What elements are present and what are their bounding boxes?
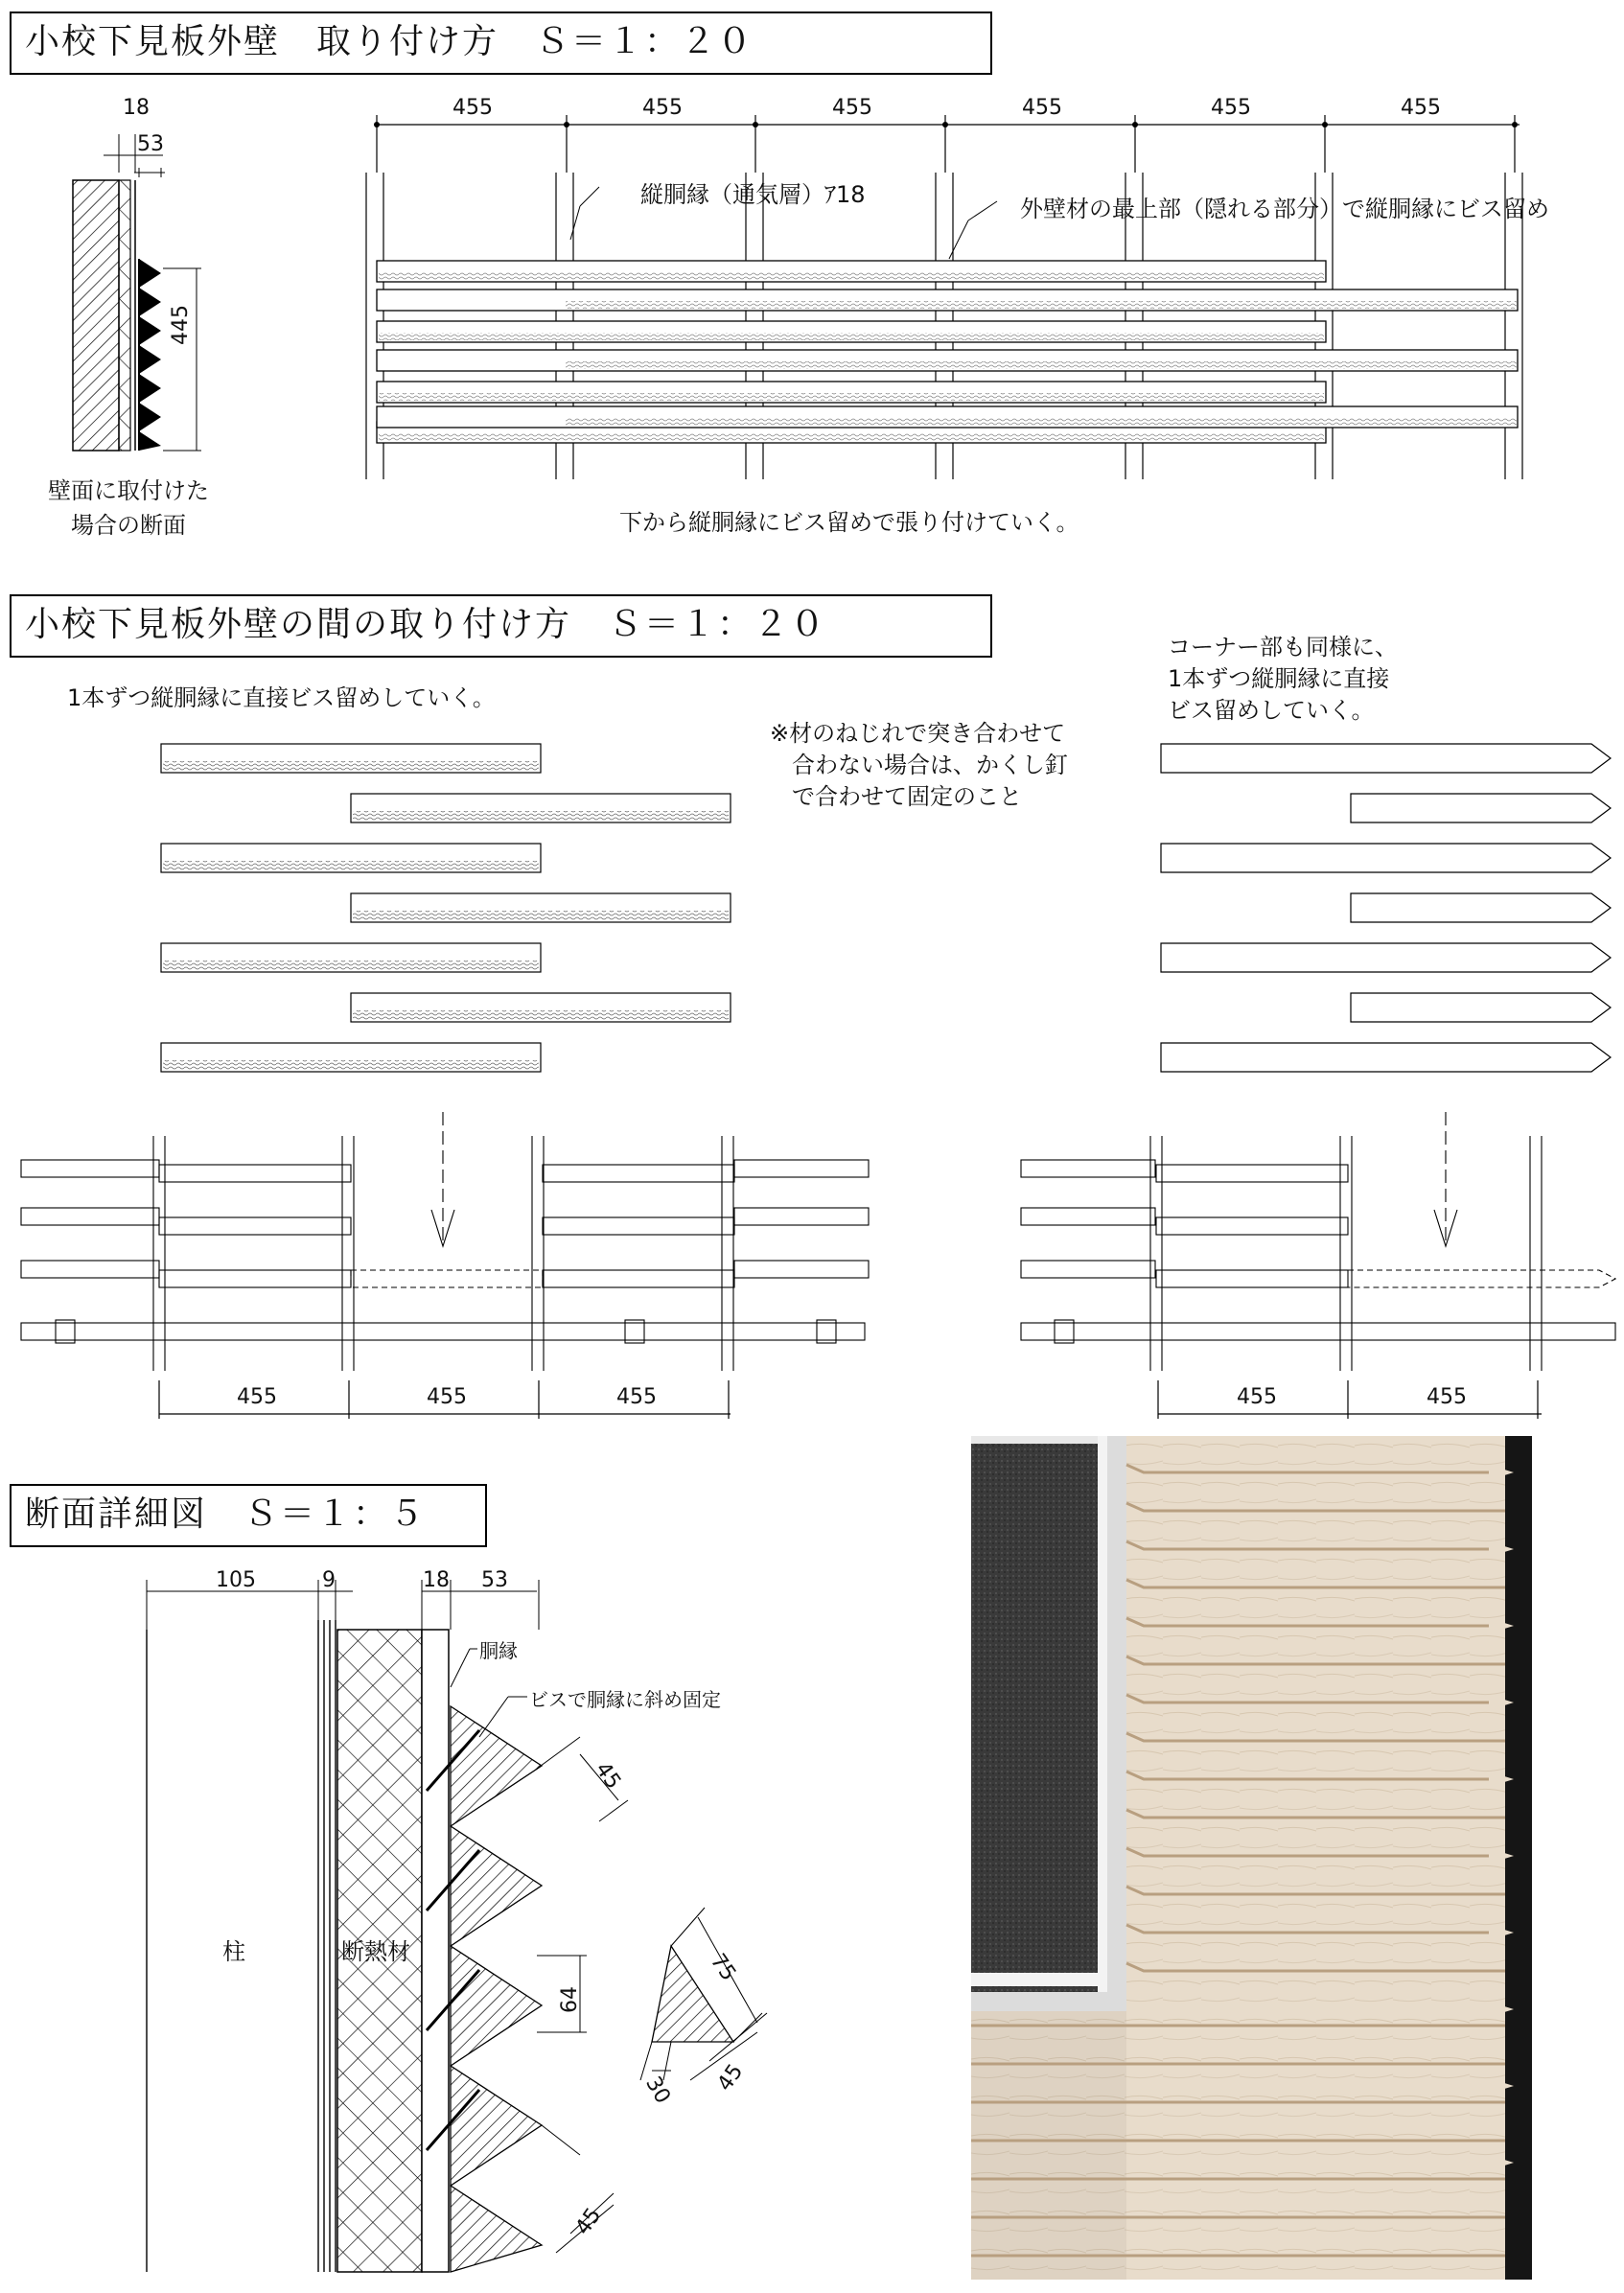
note-mid-3: で合わせて固定のこと (792, 783, 1022, 810)
dim-left-2: 455 (427, 1385, 467, 1409)
section-caption-2: 場合の断面 (71, 512, 186, 539)
dim-right-1: 455 (1237, 1385, 1277, 1409)
dim-105: 105 (216, 1568, 256, 1592)
photo-svg (971, 1436, 1532, 2280)
section2-plan-left (21, 1112, 1457, 1371)
label-furring: 縦胴縁（通気層）ｱ18 (640, 181, 866, 208)
label-insulation: 断熱材 (341, 1938, 410, 1965)
dim-64: 64 (558, 1986, 582, 2013)
detail-45: 45 (712, 2059, 749, 2096)
detail-75: 75 (705, 1949, 741, 1986)
siding-photo (971, 1436, 1532, 2280)
dim-right-2: 455 (1427, 1385, 1467, 1409)
bottom-note: 下から縦胴縁にビス留めで張り付けていく。 (619, 509, 1079, 536)
dim-445: 445 (169, 305, 193, 345)
label-top-screw: 外壁材の最上部（隠れる部分）で縦胴縁にビス留め (1020, 196, 1549, 222)
spacing-6: 455 (1401, 96, 1441, 120)
section2-dimlines (159, 1380, 1542, 1419)
dim-45-b: 45 (570, 2203, 607, 2240)
note-right-2: 1本ずつ縦胴縁に直接 (1168, 665, 1390, 692)
label-dobuchi: 胴縁 (479, 1639, 518, 1662)
section1-elevation (366, 115, 1522, 479)
section2-title: 小校下見板外壁の間の取り付け方 Ｓ＝１：２０ (10, 594, 992, 658)
dim-18: 18 (123, 96, 150, 120)
note-left: 1本ずつ縦胴縁に直接ビス留めしていく。 (67, 684, 496, 711)
note-right-1: コーナー部も同様に、 (1168, 634, 1398, 660)
dim-left-1: 455 (237, 1385, 277, 1409)
section-caption-1: 壁面に取付けた (48, 477, 209, 504)
note-right-3: ビス留めしていく。 (1168, 697, 1375, 724)
spacing-2: 455 (642, 96, 683, 120)
dim-18-b: 18 (423, 1568, 450, 1592)
section3-title: 断面詳細図 Ｓ＝１：５ (10, 1484, 487, 1547)
dim-left-3: 455 (616, 1385, 657, 1409)
note-mid-2: 合わない場合は、かくし釘 (792, 752, 1068, 778)
label-column: 柱 (222, 1938, 245, 1965)
dim-9: 9 (322, 1568, 336, 1592)
detail-30: 30 (640, 2073, 675, 2108)
dim-45-a: 45 (590, 1757, 626, 1795)
label-screw: ビスで胴縁に斜め固定 (529, 1688, 721, 1711)
section2-plan-right (1021, 1136, 1615, 1371)
spacing-5: 455 (1211, 96, 1251, 120)
section2-boards-corner (1161, 744, 1611, 1072)
section1-wall-section (73, 134, 201, 451)
section2-boards-left (161, 744, 731, 1072)
dim-53-b: 53 (481, 1568, 508, 1592)
section1-title: 小校下見板外壁 取り付け方 Ｓ＝１：２０ (10, 12, 992, 75)
spacing-1: 455 (452, 96, 493, 120)
spacing-4: 455 (1022, 96, 1062, 120)
dim-53: 53 (137, 132, 164, 156)
note-mid-1: ※材のねじれで突き合わせて (770, 720, 1066, 747)
spacing-3: 455 (832, 96, 872, 120)
